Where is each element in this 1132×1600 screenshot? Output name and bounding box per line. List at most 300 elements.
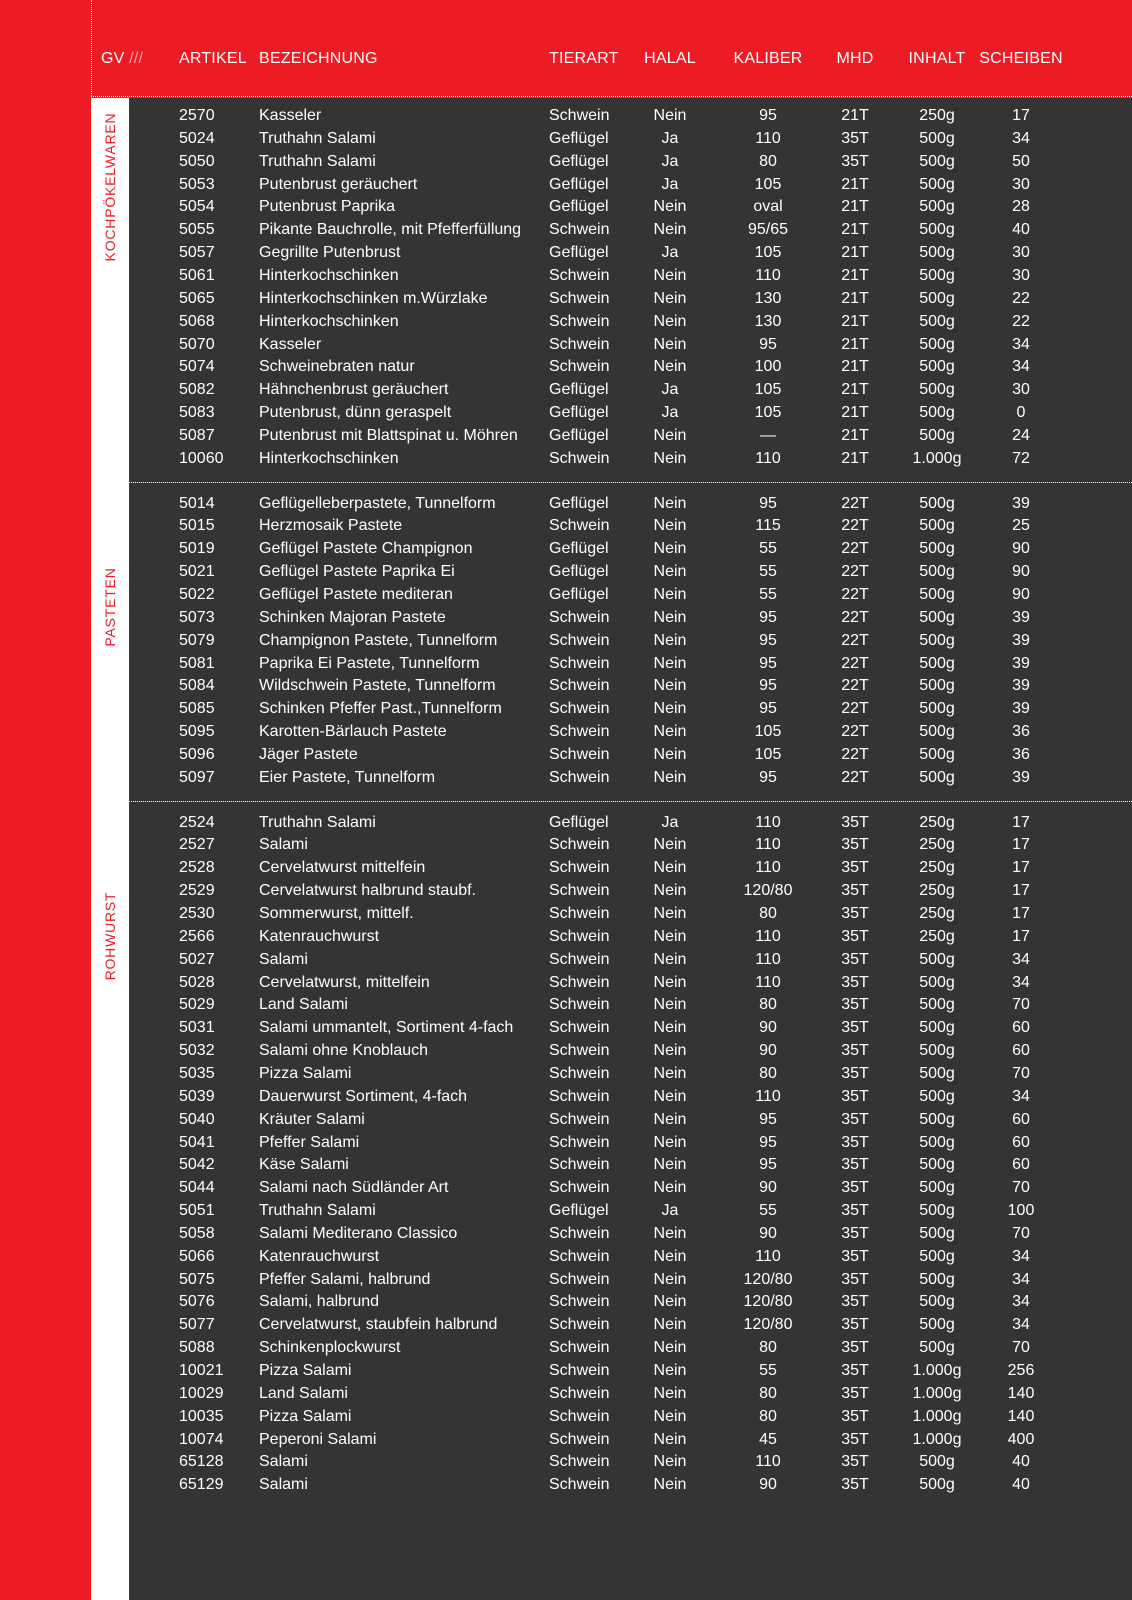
inhalt-cell-text: 500g [919,1179,955,1197]
kaliber-cell-text: oval [753,198,783,216]
artikel-cell: 5065 [179,289,215,307]
scheiben-cell-text: 90 [1012,563,1030,581]
mhd-cell-text: 21T [841,289,869,307]
table-row [91,1473,1132,1496]
table-row [91,766,1132,789]
mhd-cell-text: 22T [841,517,869,535]
inhalt-cell-text: 500g [919,563,955,581]
scheiben-cell-text: 34 [1012,129,1030,147]
inhalt-cell-text: 500g [919,1042,955,1060]
mhd-cell-text: 35T [841,996,869,1014]
artikel-cell: 10074 [179,1430,224,1448]
bezeichnung-cell: Pfeffer Salami, halbrund [259,1270,431,1288]
kaliber-cell-text: 55 [759,563,777,581]
mhd-cell-text: 35T [841,1019,869,1037]
table-row [91,401,1132,424]
kaliber-cell-text: 105 [754,175,782,193]
halal-cell-text: Nein [653,198,687,216]
halal-cell-text: Nein [653,1270,687,1288]
mhd-cell-text: 35T [841,950,869,968]
halal-cell-text: Nein [653,1339,687,1357]
inhalt-cell-text: 500g [919,996,955,1014]
table-row [91,287,1132,310]
bezeichnung-cell: Geflügel Pastete Champignon [259,540,473,558]
tierart-cell: Schwein [549,905,610,923]
section-rohwurst [91,806,1132,1514]
tierart-cell: Geflügel [549,1202,609,1220]
scheiben-cell-text: 40 [1012,221,1030,239]
inhalt-cell-text: 500g [919,244,955,262]
artikel-cell: 5079 [179,631,215,649]
artikel-cell: 5042 [179,1156,215,1174]
halal-cell-text: Ja [661,129,679,147]
bezeichnung-cell: Katenrauchwurst [259,927,380,945]
mhd-cell-text: 35T [841,1384,869,1402]
tierart-cell: Schwein [549,517,610,535]
mhd-cell-text: 22T [841,563,869,581]
scheiben-cell-text: 36 [1012,745,1030,763]
inhalt-cell-text: 1.000g [912,1407,962,1425]
tierart-cell: Schwein [549,1316,610,1334]
halal-cell-text: Nein [653,1430,687,1448]
artikel-cell: 5076 [179,1293,215,1311]
kaliber-cell-text: 105 [754,381,782,399]
inhalt-cell-text: 500g [919,723,955,741]
halal-cell-text: Nein [653,449,687,467]
table-row [91,150,1132,173]
artikel-cell: 5082 [179,381,215,399]
artikel-cell: 5066 [179,1247,215,1265]
mhd-cell-text: 35T [841,1476,869,1494]
tierart-cell: Schwein [549,927,610,945]
mhd-cell-text: 21T [841,312,869,330]
halal-cell-text: Nein [653,335,687,353]
table-row [91,583,1132,606]
artikel-cell: 5019 [179,540,215,558]
inhalt-cell-text: 500g [919,608,955,626]
tierart-cell: Geflügel [549,175,609,193]
scheiben-cell-text: 39 [1012,494,1030,512]
kaliber-cell-text: 120/80 [743,1270,793,1288]
mhd-cell-text: 22T [841,631,869,649]
bezeichnung-cell: Salami [259,950,308,968]
scheiben-cell-text: 34 [1012,1293,1030,1311]
scheiben-cell-text: 34 [1012,973,1030,991]
mhd-cell-text: 21T [841,426,869,444]
mhd-cell-text: 22T [841,585,869,603]
halal-cell-text: Nein [653,1224,687,1242]
table-row [91,674,1132,697]
inhalt-cell-text: 250g [919,859,955,877]
kaliber-cell-text: 105 [754,745,782,763]
table-row [91,925,1132,948]
kaliber-cell-text: 80 [759,905,777,923]
artikel-cell: 5051 [179,1202,215,1220]
table-row [91,447,1132,470]
bezeichnung-cell: Hinterkochschinken m.Würzlake [259,289,488,307]
mhd-cell-text: 35T [841,836,869,854]
scheiben-cell-text: 34 [1012,1316,1030,1334]
kaliber-cell-text: 95 [759,335,777,353]
left-dotted-divider [91,0,92,1600]
inhalt-cell-text: 500g [919,654,955,672]
table-row [91,560,1132,583]
scheiben-cell-text: 30 [1012,175,1030,193]
inhalt-cell-text: 500g [919,700,955,718]
halal-cell-text: Nein [653,266,687,284]
mhd-cell-text: 35T [841,882,869,900]
table-row [91,743,1132,766]
table-row [91,1428,1132,1451]
artikel-cell: 5015 [179,517,215,535]
bezeichnung-cell: Käse Salami [259,1156,349,1174]
tierart-cell: Schwein [549,358,610,376]
kaliber-cell-text: 110 [755,927,781,945]
inhalt-cell-text: 500g [919,1087,955,1105]
halal-cell-text: Nein [653,1293,687,1311]
bezeichnung-cell: Salami [259,1453,308,1471]
artikel-cell: 5055 [179,221,215,239]
tierart-cell: Schwein [549,449,610,467]
bezeichnung-cell: Peperoni Salami [259,1430,377,1448]
tierart-cell: Schwein [549,700,610,718]
halal-cell-text: Nein [653,1316,687,1334]
artikel-cell: 5073 [179,608,215,626]
table-row [91,1382,1132,1405]
artikel-cell: 5054 [179,198,215,216]
inhalt-cell-text: 1.000g [912,449,962,467]
table-row [91,1222,1132,1245]
artikel-cell: 5087 [179,426,215,444]
kaliber-cell-text: 105 [754,404,782,422]
bezeichnung-cell: Sommerwurst, mittelf. [259,905,414,923]
halal-cell-text: Nein [653,700,687,718]
kaliber-cell-text: 105 [754,244,782,262]
kaliber-cell-text: 95 [759,608,777,626]
scheiben-cell-text: 34 [1012,1270,1030,1288]
artikel-cell: 2529 [179,882,215,900]
bezeichnung-cell: Hinterkochschinken [259,312,399,330]
halal-cell-text: Nein [653,950,687,968]
tierart-cell: Schwein [549,1430,610,1448]
scheiben-cell-text: 34 [1012,1087,1030,1105]
scheiben-cell-text: 22 [1012,312,1030,330]
bezeichnung-cell: Salami ohne Knoblauch [259,1042,429,1060]
table-row [91,1290,1132,1313]
mhd-cell-text: 35T [841,129,869,147]
mhd-cell-text: 35T [841,1362,869,1380]
artikel-cell: 5058 [179,1224,215,1242]
artikel-cell: 5027 [179,950,215,968]
tierart-cell: Schwein [549,1453,610,1471]
inhalt-cell-text: 500g [919,1224,955,1242]
mhd-cell-text: 35T [841,1179,869,1197]
mhd-cell-text: 35T [841,1110,869,1128]
scheiben-cell-text: 90 [1012,540,1030,558]
scheiben-cell-text: 256 [1007,1362,1035,1380]
scheiben-cell-text: 17 [1012,836,1030,854]
artikel-cell: 2527 [179,836,215,854]
table-row [91,856,1132,879]
table-row [91,1336,1132,1359]
inhalt-cell-text: 250g [919,836,955,854]
tierart-cell: Schwein [549,654,610,672]
inhalt-cell-text: 500g [919,266,955,284]
bezeichnung-cell: Truthahn Salami [259,1202,376,1220]
mhd-cell-text: 35T [841,813,869,831]
kaliber-cell-text: 120/80 [743,1316,793,1334]
mhd-cell-text: 35T [841,859,869,877]
table-row [91,811,1132,834]
scheiben-cell-text: 34 [1012,1247,1030,1265]
halal-cell-text: Ja [661,152,679,170]
table-row [91,1313,1132,1336]
halal-cell-text: Nein [653,1179,687,1197]
halal-cell-text: Ja [661,175,679,193]
mhd-cell-text: 22T [841,745,869,763]
halal-cell-text: Ja [661,244,679,262]
table-row [91,971,1132,994]
scheiben-cell-text: 72 [1012,449,1030,467]
halal-cell-text: Nein [653,905,687,923]
bezeichnung-cell: Pizza Salami [259,1064,352,1082]
tierart-cell: Schwein [549,723,610,741]
tierart-cell: Schwein [549,266,610,284]
kaliber-cell-text: 110 [755,859,781,877]
artikel-cell: 5096 [179,745,215,763]
scheiben-cell-text: 28 [1012,198,1030,216]
tierart-cell: Schwein [549,1133,610,1151]
bezeichnung-cell: Wildschwein Pastete, Tunnelform [259,677,496,695]
kaliber-cell-text: 100 [754,358,782,376]
kaliber-cell-text: 110 [755,266,781,284]
scheiben-cell-text: 39 [1012,677,1030,695]
scheiben-cell-text: 60 [1012,1042,1030,1060]
kaliber-cell-text: 130 [754,312,782,330]
bezeichnung-cell: Putenbrust, dünn geraspelt [259,404,452,422]
artikel-cell: 5081 [179,654,215,672]
bezeichnung-cell: Salami Mediterano Classico [259,1224,458,1242]
inhalt-cell-text: 500g [919,358,955,376]
section-label-text: PASTETEN [102,566,118,647]
halal-cell-text: Nein [653,1133,687,1151]
kaliber-cell-text: 110 [755,836,781,854]
scheiben-cell-text: 60 [1012,1156,1030,1174]
bezeichnung-cell: Geflügel Pastete Paprika Ei [259,563,455,581]
halal-cell-text: Nein [653,289,687,307]
halal-cell-text: Nein [653,358,687,376]
inhalt-cell-text: 500g [919,631,955,649]
inhalt-cell-text: 500g [919,1202,955,1220]
scheiben-cell-text: 17 [1012,813,1030,831]
artikel-cell: 10035 [179,1407,224,1425]
section-kochpökelwaren [91,99,1132,487]
artikel-cell: 5070 [179,335,215,353]
artikel-cell: 5021 [179,563,215,581]
inhalt-cell-text: 500g [919,677,955,695]
kaliber-cell-text: 80 [759,152,777,170]
table-row [91,1039,1132,1062]
tierart-cell: Schwein [549,950,610,968]
kaliber-cell-text: 95 [759,700,777,718]
tierart-cell: Schwein [549,312,610,330]
scheiben-cell-text: 30 [1012,244,1030,262]
halal-cell-text: Ja [661,1202,679,1220]
table-row [91,424,1132,447]
scheiben-cell-text: 70 [1012,1179,1030,1197]
artikel-cell: 5083 [179,404,215,422]
inhalt-cell-text: 1.000g [912,1384,962,1402]
bezeichnung-cell: Kräuter Salami [259,1110,365,1128]
halal-cell-text: Nein [653,107,687,124]
halal-cell-text: Nein [653,1453,687,1471]
inhalt-cell-text: 500g [919,1453,955,1471]
mhd-cell-text: 35T [841,1042,869,1060]
artikel-cell: 10021 [179,1362,224,1380]
artikel-cell: 5074 [179,358,215,376]
bezeichnung-cell: Gegrillte Putenbrust [259,244,401,262]
tierart-cell: Geflügel [549,813,609,831]
inhalt-cell-text: 500g [919,381,955,399]
inhalt-cell-text: 500g [919,1064,955,1082]
artikel-cell: 5032 [179,1042,215,1060]
mhd-cell-text: 21T [841,404,869,422]
mhd-cell-text: 35T [841,1064,869,1082]
table-row [91,902,1132,925]
kaliber-cell-text: 90 [759,1476,777,1494]
mhd-cell-text: 35T [841,1316,869,1334]
tierart-cell: Schwein [549,1270,610,1288]
table-header [91,0,1132,97]
mhd-cell-text: 35T [841,1133,869,1151]
tierart-cell: Schwein [549,677,610,695]
artikel-cell: 2530 [179,905,215,923]
artikel-cell: 5028 [179,973,215,991]
table-row [91,1108,1132,1131]
kaliber-cell-text: 55 [759,1202,777,1220]
bezeichnung-cell: Truthahn Salami [259,813,376,831]
kaliber-cell-text: 95 [759,107,777,124]
tierart-cell: Schwein [549,1476,610,1494]
tierart-cell: Geflügel [549,494,609,512]
inhalt-cell-text: 500g [919,175,955,193]
tierart-cell: Schwein [549,973,610,991]
halal-cell-text: Nein [653,996,687,1014]
bezeichnung-cell: Salami nach Südländer Art [259,1179,449,1197]
inhalt-cell-text: 500g [919,221,955,239]
scheiben-cell-text: 60 [1012,1110,1030,1128]
inhalt-cell-text: 500g [919,404,955,422]
mhd-cell-text: 22T [841,494,869,512]
inhalt-cell-text: 500g [919,973,955,991]
scheiben-cell-text: 40 [1012,1453,1030,1471]
table-row [91,697,1132,720]
scheiben-cell-text: 24 [1012,426,1030,444]
scheiben-cell-text: 17 [1012,107,1030,124]
artikel-cell: 5044 [179,1179,215,1197]
bezeichnung-cell: Hinterkochschinken [259,449,399,467]
halal-cell-text: Nein [653,745,687,763]
bezeichnung-cell: Hinterkochschinken [259,266,399,284]
tierart-cell: Schwein [549,631,610,649]
kaliber-cell-text: 95 [759,1133,777,1151]
mhd-cell-text: 22T [841,723,869,741]
halal-cell-text: Nein [653,517,687,535]
artikel-cell: 5088 [179,1339,215,1357]
artikel-cell: 10060 [179,449,224,467]
kaliber-cell-text: 95 [759,768,777,786]
halal-cell-text: Nein [653,836,687,854]
mhd-cell-text: 22T [841,768,869,786]
scheiben-cell-text: 36 [1012,723,1030,741]
scheiben-cell-text: 39 [1012,631,1030,649]
kaliber-cell-text: 95 [759,494,777,512]
tierart-cell: Schwein [549,745,610,763]
kaliber-cell-text: 120/80 [743,882,793,900]
scheiben-cell-text: 90 [1012,585,1030,603]
bezeichnung-cell: Jäger Pastete [259,745,358,763]
tierart-cell: Schwein [549,1064,610,1082]
table-row [91,1153,1132,1176]
inhalt-cell-text: 500g [919,198,955,216]
halal-cell-text: Nein [653,1407,687,1425]
artikel-cell: 5097 [179,768,215,786]
tierart-cell: Geflügel [549,540,609,558]
kaliber-cell-text: 110 [755,1087,781,1105]
halal-cell-text: Ja [661,404,679,422]
artikel-cell: 5075 [179,1270,215,1288]
mhd-cell-text: 35T [841,1339,869,1357]
halal-cell-text: Nein [653,1019,687,1037]
mhd-cell-text: 21T [841,244,869,262]
inhalt-cell-text: 250g [919,905,955,923]
halal-cell-text: Nein [653,1476,687,1494]
inhalt-cell-text: 500g [919,517,955,535]
inhalt-cell-text: 1.000g [912,1362,962,1380]
inhalt-cell-text: 500g [919,1316,955,1334]
bezeichnung-cell: Cervelatwurst halbrund staubf. [259,882,476,900]
mhd-cell-text: 35T [841,1293,869,1311]
table-row [91,1359,1132,1382]
tierart-cell: Geflügel [549,198,609,216]
kaliber-cell-text: 110 [755,1453,781,1471]
table-row [91,241,1132,264]
kaliber-cell-text: 105 [754,723,782,741]
artikel-cell: 65128 [179,1453,224,1471]
bezeichnung-cell: Dauerwurst Sortiment, 4-fach [259,1087,468,1105]
mhd-cell-text: 35T [841,1453,869,1471]
artikel-cell: 5022 [179,585,215,603]
kaliber-cell-text: 110 [755,973,781,991]
halal-cell-text: Nein [653,1384,687,1402]
scheiben-cell-text: 34 [1012,335,1030,353]
tierart-cell: Schwein [549,1042,610,1060]
halal-cell-text: Nein [653,654,687,672]
mhd-cell-text: 35T [841,927,869,945]
inhalt-cell-text: 500g [919,1019,955,1037]
table-row [91,378,1132,401]
gv-label [101,49,143,69]
artikel-cell: 5061 [179,266,215,284]
bezeichnung-cell: Geflügelleberpastete, Tunnelform [259,494,496,512]
tierart-cell: Schwein [549,1179,610,1197]
artikel-cell: 5077 [179,1316,215,1334]
kaliber-cell-text: 80 [759,996,777,1014]
scheiben-cell-text: 34 [1012,358,1030,376]
header-inhalt: INHALT [908,50,966,67]
kaliber-cell-text: 130 [754,289,782,307]
scheiben-cell-text: 39 [1012,768,1030,786]
